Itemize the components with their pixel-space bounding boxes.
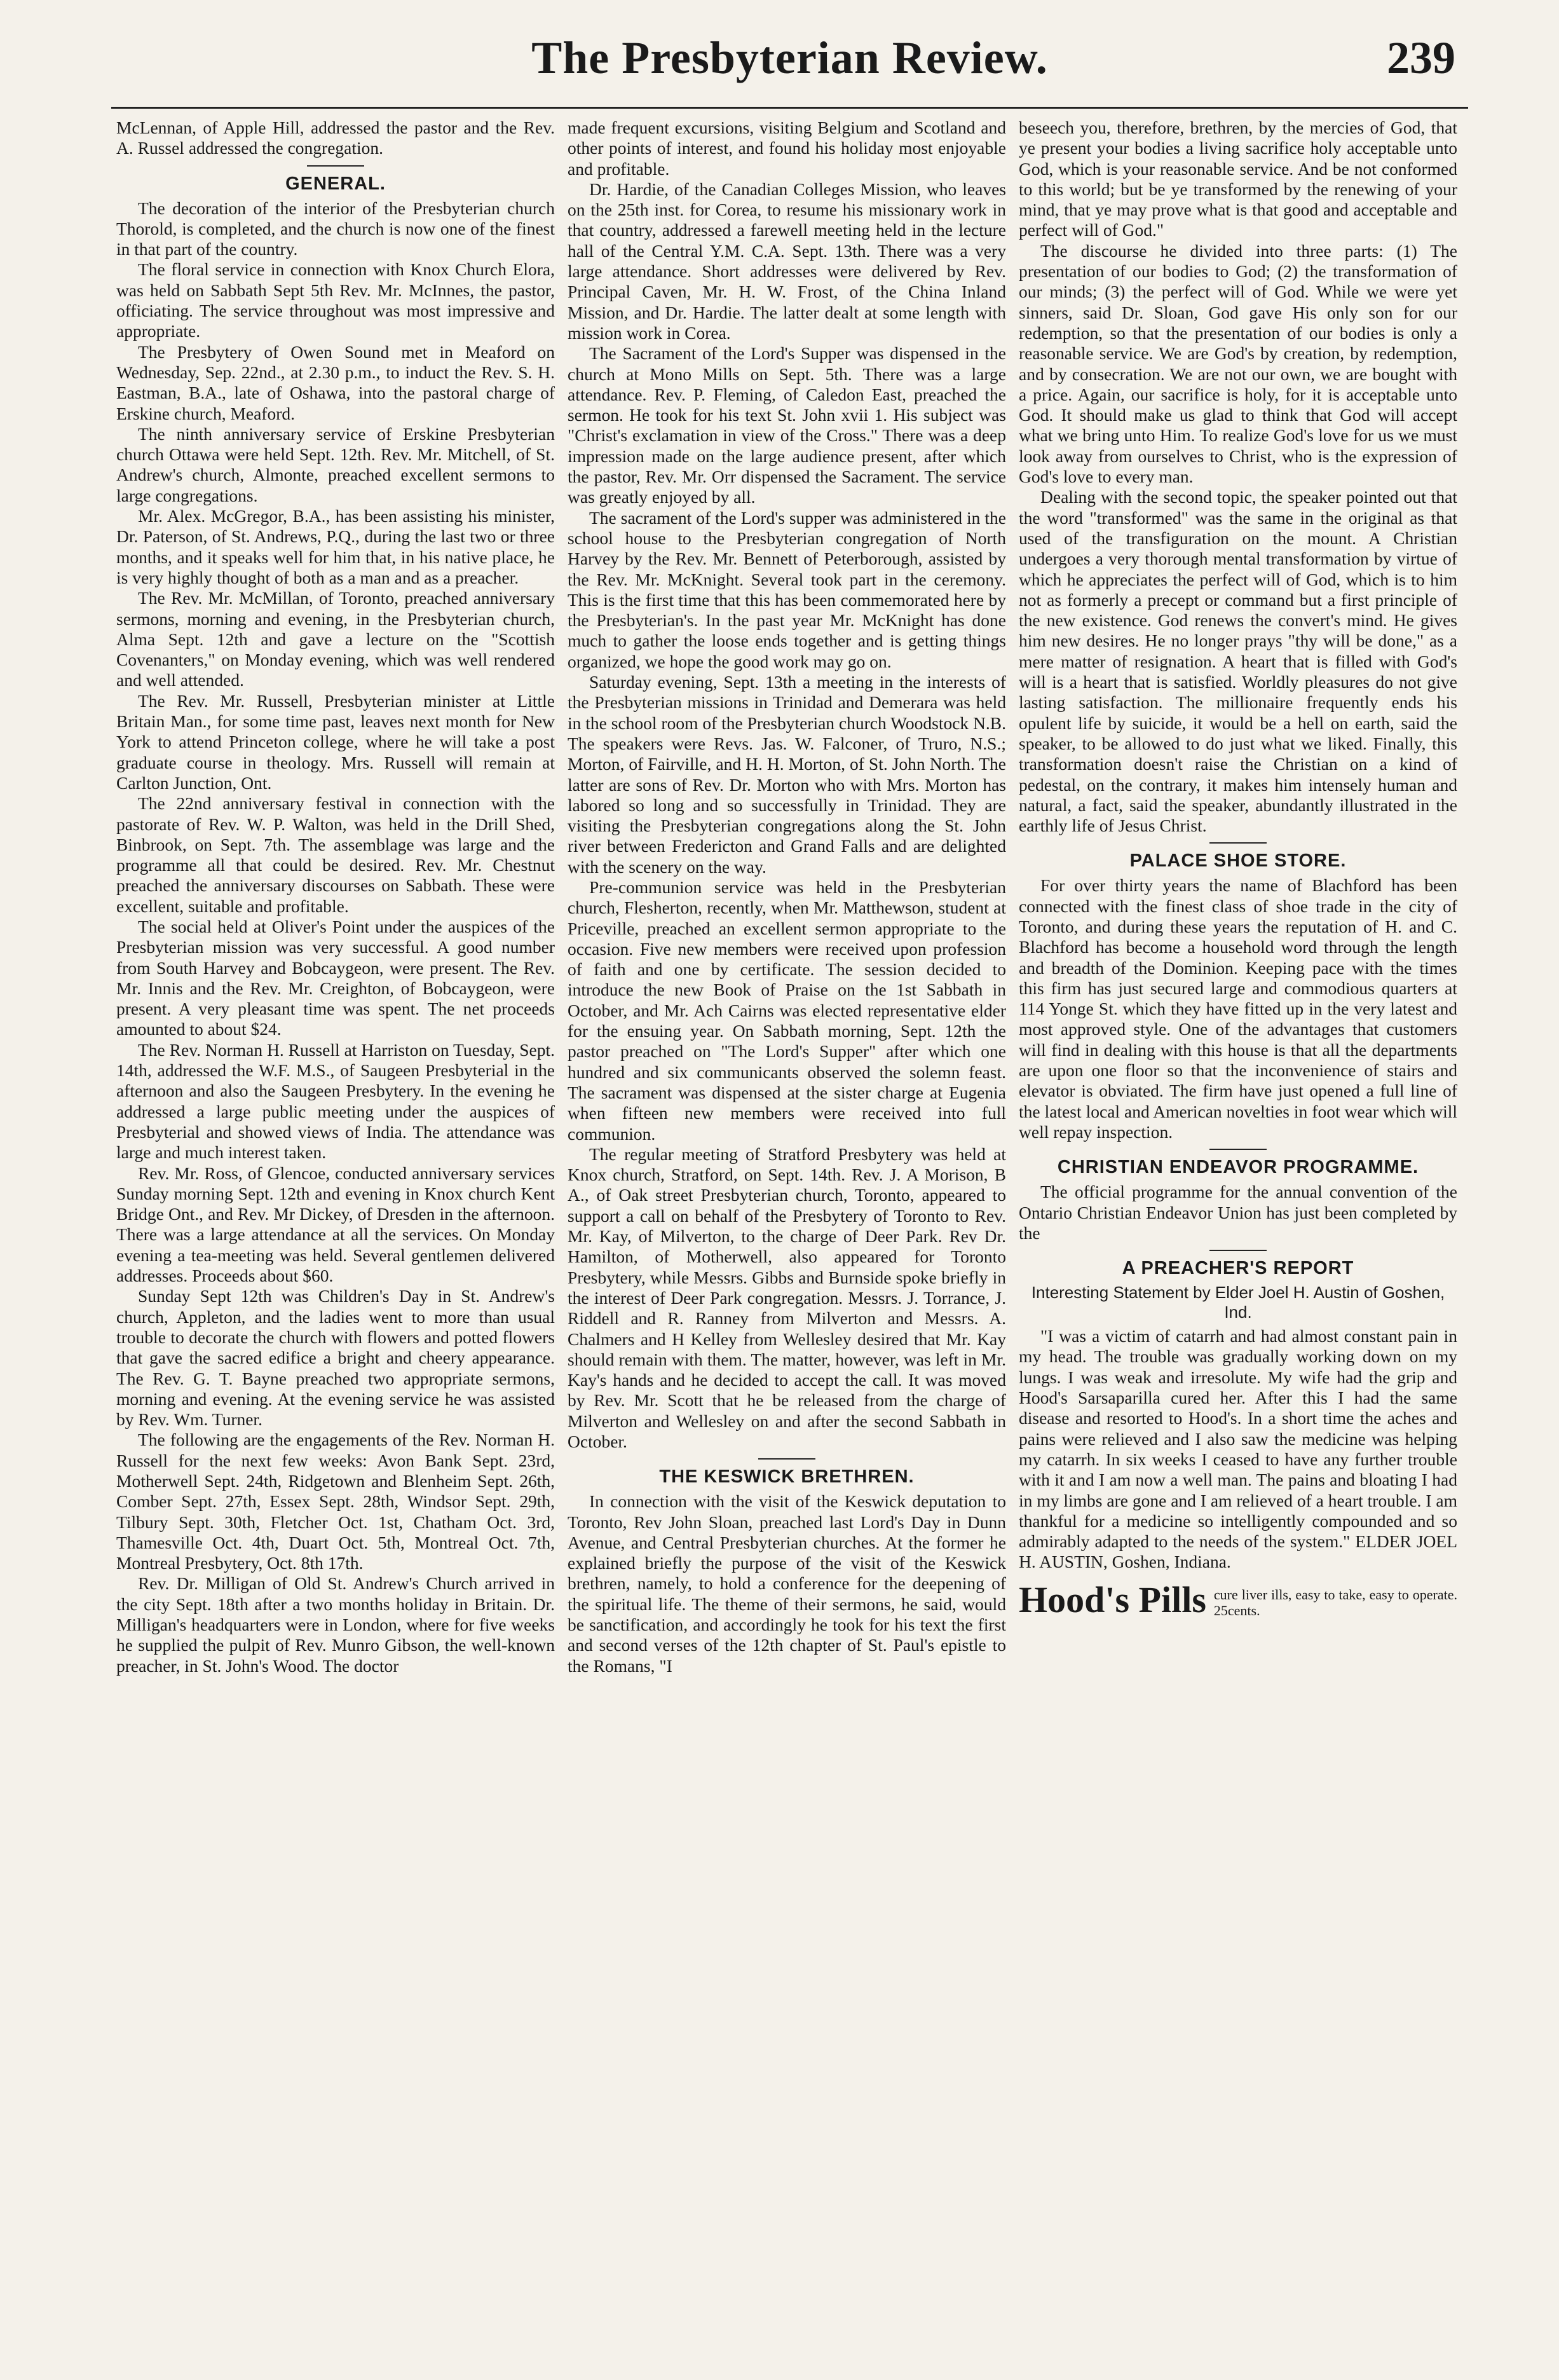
section-divider <box>1209 1149 1267 1150</box>
article-paragraph: The official programme for the annual convention of the Ontario Christian Endeavor Union has just been completed by the <box>1019 1182 1457 1243</box>
article-paragraph: beseech you, therefore, brethren, by the mercies of God, that ye present your bodies a living sacrifice holy acceptable unto God, which is your reasonable service. And be not conformed to this world; but be ye transformed by the renewing of your mind, that ye may prove what is that good and acceptable and perfect will of God." <box>1019 118 1457 240</box>
article-paragraph: The 22nd anniversary festival in connection with the pastorate of Rev. W. P. Walton, was held in the Drill Shed, Binbrook, on Sept. 7th. The assemblage was large and the programme all that could be desired. Rev. Mr. Chestnut preached the anniversary discourses on Sabbath. These were excellent, suitable and profitable. <box>116 793 555 916</box>
article-paragraph: The decoration of the interior of the Presbyterian church Thorold, is completed, and the church is now one of the finest in that part of the country. <box>116 198 555 259</box>
article-paragraph: Rev. Dr. Milligan of Old St. Andrew's Church arrived in the city Sept. 18th after a two months holiday in Britain. Dr. Milligan's headquarters were in London, where for five weeks he supplied the pulpit of Rev. Munro Gibson, the well-known preacher, in St. John's Wood. The doctor <box>116 1573 555 1676</box>
article-paragraph: The floral service in connection with Knox Church Elora, was held on Sabbath Sept 5th Rev. Mr. McInnes, the pastor, officiating. The service throughout was most impressive and appropriate. <box>116 259 555 341</box>
article-paragraph: Dealing with the second topic, the speaker pointed out that the word "transformed" was the same in the original as that used of the transfiguration on the mount. A Christian undergoes a very thorough mental transformation by virtue of which he appreciates the perfect will of God, which is to him not as formerly a precept or command but a first principle of the new existence. God renews the convert's mind. He gives him new desires. He no longer prays "thy will be done," as a mere matter of resignation. A heart that is filled with God's will is a heart that is satisfied. Worldly pleasures do not give lasting satisfaction. The millionaire frequently ends his opulent life by suicide, it would be a hell on earth, said the speaker, to be allowed to do just what we liked. Finally, this transformation doesn't raise the Christian on a kind of pedestal, on the contrary, it makes him intensely human and natural, a fact, said the speaker, abundantly illustrated in the earthly life of Jesus Christ. <box>1019 487 1457 836</box>
section-divider <box>307 165 364 167</box>
article-paragraph: The Rev. Norman H. Russell at Harriston on Tuesday, Sept. 14th, addressed the W.F. M.S., of Saugeen Presbyterial in the afternoon and also the Saugeen Presbytery. In the evening he addressed a large public meeting under the auspices of Presbyterial and showed views of India. The attendance was large and much interest taken. <box>116 1039 555 1163</box>
intro-paragraph: McLennan, of Apple Hill, addressed the pastor and the Rev. A. Russel addressed the congregation. <box>116 118 555 158</box>
article-paragraph: The ninth anniversary service of Erskine Presbyterian church Ottawa were held Sept. 12th. Rev. Mr. Mitchell, of St. Andrew's church, Almonte, preached excellent sermons to large congregations. <box>116 423 555 505</box>
header-rule <box>111 107 1468 109</box>
article-paragraph: In connection with the visit of the Keswick deputation to Toronto, Rev John Sloan, preached last Lord's Day in Dunn Avenue, and Central Presbyterian churches. At the former he explained briefly the purpose of the visit of the Keswick brethren, namely, to hold a conference for the deepening of the spiritual life. The theme of their sermons, he said, would be sanctification, and accordingly he took for his text the first and second verses of the 12th chapter of St. Paul's epistle to the Romans, "I <box>568 1491 1006 1676</box>
section-divider <box>1209 1250 1267 1251</box>
article-paragraph: Mr. Alex. McGregor, B.A., has been assisting his minister, Dr. Paterson, of St. Andrews, P.Q., during the last two or three months, and it speaks well for him that, in his native place, he is very highly thought of both as a man and as a preacher. <box>116 506 555 587</box>
hoods-pills-ad <box>1019 1578 1457 1620</box>
column-1 <box>116 118 555 1676</box>
palace-shoe-heading: PALACE SHOE STORE. <box>1129 851 1347 872</box>
article-paragraph: The Sacrament of the Lord's Supper was dispensed in the church at Mono Mills on Sept. 5th. There was a large attendance. Rev. P. Fleming, of Caledon East, preached the sermon. He took for his text St. John xvii 1. His subject was "Christ's exclamation in view of the Cross." There was a deep impression made on the large audience present, after which the pastor, Rev. Mr. Orr dispensed the Sacrament. The service was greatly enjoyed by all. <box>568 343 1006 507</box>
article-paragraph: The Rev. Mr. Russell, Presbyterian minister at Little Britain Man., for some time past, leaves next month for New York to attend Princeton college, where he will take a post graduate course in theology. Mrs. Russell will remain at Carlton Junction, Ont. <box>116 690 555 793</box>
article-paragraph: The social held at Oliver's Point under the auspices of the Presbyterian mission was very successful. A good number from South Harvey and Bobcaygeon, were present. The Rev. Mr. Innis and the Rev. Mr. Creighton, of Bobcaygeon, were present. A very pleasant time was spent. The net proceeds amounted to about $24. <box>116 916 555 1039</box>
article-paragraph: made frequent excursions, visiting Belgium and Scotland and other points of interest, and found his holiday most enjoyable and profitable. <box>568 118 1006 179</box>
article-paragraph: The sacrament of the Lord's supper was administered in the school house to the Presbyterian congregation of North Harvey by the Rev. Mr. Bennett of Peterborough, assisted by the Rev. Mr. McKnight. Several took part in the ceremony. This is the first time that this has been commemorated here by the Presbyterian's. In the past year Mr. McKnight has done much to gather the loose ends together and is getting things organized, we hope the good work may go on. <box>568 507 1006 671</box>
article-paragraph: Pre-communion service was held in the Presbyterian church, Flesherton, recently, when Mr. Matthewson, student at Priceville, preached an excellent sermon appropriate to the occasion. Five new members were received upon profession of faith and one by certificate. The session decided to introduce the new Book of Praise on the 1st Sabbath in October, and Mr. Ach Cairns was elected representative elder for the ensuing year. On Sabbath morning, Sept. 12th the pastor preached on "The Lord's Supper" after which one hundred and six communicants observed the solemn feast. The sacrament was dispensed at the sister charge at Eugenia when fifteen new members were received into full communion. <box>568 877 1006 1144</box>
general-heading: GENERAL. <box>285 173 386 194</box>
journal-title: The Presbyterian Review. <box>531 32 1048 83</box>
page-header <box>111 32 1468 102</box>
article-paragraph: The following are the engagements of the Rev. Norman H. Russell for the next few weeks: Avon Bank Sept. 23rd, Motherwell Sept. 24th, Ridgetown and Blenheim Sept. 26th, Comber Sept. 27th, Essex Sept. 28th, Windsor Sept. 29th, Tilbury Sept. 30th, Fletcher Oct. 1st, Chatham Oct. 3rd, Thamesville Oct. 4th, Duart Oct. 5th, Montreal Oct. 7th, Montreal Presbytery, Oct. 8th 17th. <box>116 1430 555 1573</box>
article-paragraph: For over thirty years the name of Blachford has been connected with the finest class of shoe trade in the city of Toronto, and during these years the reputation of H. and C. Blachford has become a household word through the length and breadth of the Dominion. Keeping pace with the times this firm has just secured large and commodious quarters at 114 Yonge St. which they have fitted up in the very latest and most approved style. One of the advantages that customers will find in dealing with this house is that all the departments are upon one floor so that the inconvenience of stairs and elevator is obviated. The firm have just opened a full line of the latest local and American novelties in foot wear which will well repay inspection. <box>1019 875 1457 1142</box>
report-subheading: Interesting Statement by Elder Joel H. Austin of Goshen, Ind. <box>1031 1283 1445 1322</box>
christian-endeavor-heading: CHRISTIAN ENDEAVOR PROGRAMME. <box>1057 1157 1419 1178</box>
article-paragraph: The Rev. Mr. McMillan, of Toronto, preached anniversary sermons, morning and evening, in the Presbyterian church, Alma Sept. 12th and gave a lecture on the "Scottish Covenanters," on Monday evening, which was well rendered and well attended. <box>116 588 555 690</box>
keswick-heading: THE KESWICK BRETHREN. <box>659 1467 915 1488</box>
section-divider <box>758 1458 815 1460</box>
hoods-pills-note: cure liver ills, easy to take, easy to operate. 25cents. <box>1213 1586 1457 1618</box>
column-3 <box>1019 118 1457 1618</box>
preachers-report-heading: A PREACHER'S REPORT <box>1122 1258 1354 1279</box>
article-paragraph: "I was a victim of catarrh and had almost constant pain in my head. The trouble was gradually working down on my lungs. I was weak and irresolute. My wife had the grip and Hood's Sarsaparilla cured her. After this I had the same disease and resorted to Hood's. In a short time the aches and pains were relieved and I also saw the medicine was helping my catarrh. In six weeks I ceased to have any further trouble with it and I am now a well man. The pains and bloating I had in my limbs are gone and I am relieved of a heart trouble. I am thankful for a medicine so intelligently compounded and so admirably adapted to the needs of the system." ELDER JOEL H. AUSTIN, Goshen, Indiana. <box>1019 1326 1457 1572</box>
page-number: 239 <box>1387 32 1455 83</box>
section-divider <box>1209 842 1267 844</box>
article-paragraph: Dr. Hardie, of the Canadian Colleges Mission, who leaves on the 25th inst. for Corea, to resume his missionary work in that country, addressed a farewell meeting held in the lecture hall of the Central Y.M. C.A. Sept. 13th. There was a very large attendance. Short addresses were delivered by Rev. Principal Caven, Mr. H. W. Frost, of the China Inland Mission, and Dr. Hardie. The latter dealt at some length with mission work in Corea. <box>568 179 1006 343</box>
article-paragraph: Saturday evening, Sept. 13th a meeting in the interests of the Presbyterian missions in Trinidad and Demerara was held in the school room of the Presbyterian church Woodstock N.B. The speakers were Revs. Jas. W. Falconer, of Truro, N.S.; Morton, of Fairville, and H. H. Morton, of St. John North. The latter are sons of Rev. Dr. Morton who with Mrs. Morton has labored so long and so successfully in Trinidad. They are visiting the Presbyterian congregations along the St. John river between Fredericton and Grand Falls and are delighted with the scenery on the way. <box>568 672 1006 877</box>
hoods-pills-brand: Hood's Pills <box>1019 1578 1206 1620</box>
article-paragraph: Rev. Mr. Ross, of Glencoe, conducted anniversary services Sunday morning Sept. 12th and evening in Knox church Kent Bridge Ont., and Rev. Mr Dickey, of Dresden in the afternoon. There was a large attendance at all the services. On Monday evening a tea-meeting was held. Several gentlemen delivered addresses. Proceeds about $60. <box>116 1163 555 1286</box>
article-paragraph: Sunday Sept 12th was Children's Day in St. Andrew's church, Appleton, and the ladies went to more than usual trouble to decorate the church with flowers and potted flowers that gave the sacred edifice a bright and cheery appearance. The Rev. G. T. Bayne preached two appropriate sermons, morning and evening. At the evening service he was assisted by Rev. Wm. Turner. <box>116 1286 555 1430</box>
article-paragraph: The discourse he divided into three parts: (1) The presentation of our bodies to God; (2) the transformation of our minds; (3) the perfect will of God. While we were yet sinners, said Dr. Sloan, God gave His only son for our redemption, so that the presentation of our bodies is only a reasonable service. We are God's by creation, by redemption, and by consecration. We are not our own, we are bought with a price. Again, our sacrifice is holy, for it is acceptable unto God. It should make us glad to think that God will accept what we bring unto Him. To realize God's love for us we must look away from ourselves to Christ, who is the expression of God's love to every man. <box>1019 240 1457 487</box>
column-2 <box>568 118 1006 1676</box>
article-paragraph: The regular meeting of Stratford Presbytery was held at Knox church, Stratford, on Sept. 14th. Rev. J. A Morison, B A., of Oak street Presbyterian church, Toronto, appeared to support a call on behalf of the Presbytery of Toronto to Rev. Mr. Kay, of Milverton, to the charge of Deer Park. Rev Dr. Hamilton, of Motherwell, also appeared for Toronto Presbytery, while Messrs. Gibbs and Burnside spoke briefly in the interest of Deer Park congregation. Messrs. J. Torrance, J. Riddell and R. Ranney from Milverton and Messrs. A. Chalmers and H Kelley from Wellesley desired that Mr. Kay should remain with them. The matter, however, was left in Mr. Kay's hands and he decided to accept the call. It was moved by Rev. Mr. Scott that he be released from the charge of Milverton and Wellesley on and after the second Sabbath in October. <box>568 1144 1006 1451</box>
article-paragraph: The Presbytery of Owen Sound met in Meaford on Wednesday, Sep. 22nd., at 2.30 p.m., to induct the Rev. S. H. Eastman, B.A., late of Oshawa, into the pastoral charge of Erskine church, Meaford. <box>116 341 555 423</box>
